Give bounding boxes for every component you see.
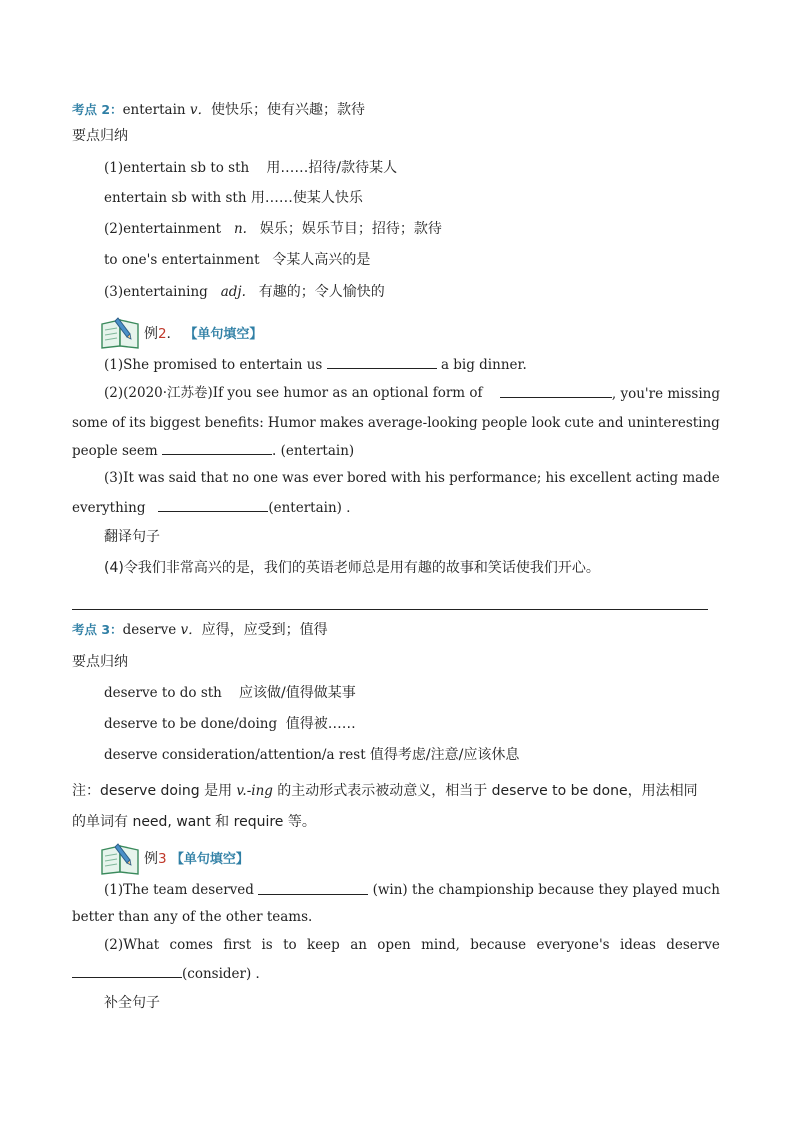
ex3-q2-line2: (consider) ． [72,964,269,983]
ex2-q4: (4)令我们非常高兴的是，我们的英语老师总是用有趣的故事和笑话使我们开心。 [104,560,600,576]
answer-blank[interactable] [162,441,272,455]
example2-type: 【单句填空】 [184,327,263,342]
point2-heading [72,101,365,119]
ex2-q2-line1: (2)(2020·江苏卷)If you see humor as an optional form of , you're missing [104,385,720,402]
point2-item-1: (1)entertain sb to sth 用……招待/款待某人 [104,160,398,176]
point3-item-1: deserve to do sth 应该做/值得做某事 [104,685,356,701]
point2-label: 考点 2： [72,102,123,117]
point2-item-3: (2)entertainment n. 娱乐；娱乐节目；招待；款待 [104,221,442,237]
ex3-q2-line1: (2)What comes first is to keep an open mind, because everyone's ideas deserve [104,937,720,953]
point3-summary: 要点归纳 [72,654,128,670]
answer-blank[interactable] [158,498,268,512]
point2-item-5: (3)entertaining adj. 有趣的；令人愉快的 [104,284,385,300]
point2-word: entertain [122,102,186,118]
answer-blank[interactable] [327,355,437,369]
point2-summary: 要点归纳 [72,128,128,144]
answer-blank[interactable] [500,384,612,398]
complete-title: 补全句子 [104,995,160,1011]
answer-blank[interactable] [258,881,368,895]
point3-note-line1: 注：deserve doing 是用 v.-ing 的主动形式表示被动意义，相当于 deserve to be done，用法相同 [72,783,698,799]
ex2-q3-line2: everything (entertain) ． [72,500,360,516]
point2-item-2: entertain sb with sth 用……使某人快乐 [104,190,363,206]
ex3-q1-line2: better than any of the other teams. [72,909,313,925]
point3-item-3: deserve consideration/attention/a rest 值得考虑/注意/应该休息 [104,747,520,763]
point3-heading [72,621,328,639]
point3-meaning: 应得，应受到；值得 [201,622,328,638]
point2-meaning: 使快乐；使有兴趣；款待 [211,102,366,118]
translate-title: 翻译句子 [104,529,160,545]
example2-label: 例2． 【单句填空】 [144,326,263,342]
point3-word: deserve [122,622,177,638]
example3-label: 例3 【单句填空】 [144,851,249,867]
ex2-q3-line1: (3)It was said that no one was ever bored with his performance; his excellent acting made [104,470,720,486]
ex2-q1: (1)She promised to entertain us a big dinner. [104,357,527,373]
answer-line[interactable] [72,609,708,610]
point2-item-4: to one's entertainment 令某人高兴的是 [104,252,371,268]
point3-pos: v． [180,622,202,638]
point3-label: 考点 3： [72,622,123,637]
ex2-q2-line3: people seem . (entertain) [72,443,355,459]
ex3-q1-line1: (1)The team deserved (win) the championship because they played much [104,882,720,898]
book-pencil-icon [100,314,142,350]
example3-type: 【单句填空】 [170,852,249,867]
answer-blank[interactable] [72,964,182,978]
book-pencil-icon [100,840,142,876]
point2-pos: v． [189,102,212,118]
point3-note-line2: 的单词有 need, want 和 require 等。 [72,814,316,830]
point3-item-2: deserve to be done/doing 值得被…… [104,716,356,732]
ex2-q2-line2: some of its biggest benefits: Humor makes average-looking people look cute and uninteresting [72,415,720,431]
